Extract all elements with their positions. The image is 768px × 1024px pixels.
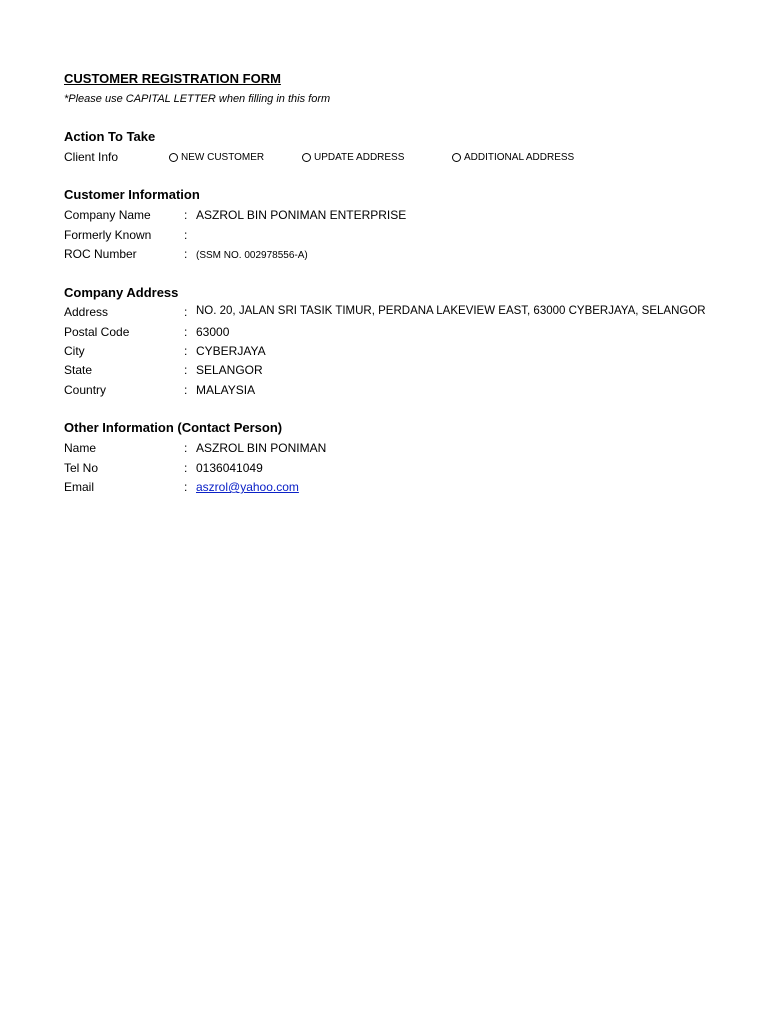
postal-code-label: Postal Code bbox=[64, 325, 130, 339]
contact-name-value: ASZROL BIN PONIMAN bbox=[196, 441, 327, 455]
radio-label: NEW CUSTOMER bbox=[181, 152, 265, 163]
country-value: MALAYSIA bbox=[196, 383, 256, 397]
separator: : bbox=[184, 208, 188, 222]
email-link[interactable]: aszrol@yahoo.com bbox=[196, 480, 299, 494]
tel-value: 0136041049 bbox=[196, 461, 263, 475]
contact-heading: Other Information (Contact Person) bbox=[64, 420, 283, 435]
company-name-value: ASZROL BIN PONIMAN ENTERPRISE bbox=[196, 208, 407, 222]
form-title: CUSTOMER REGISTRATION FORM bbox=[64, 71, 281, 86]
roc-number-label: ROC Number bbox=[64, 247, 137, 261]
separator: : bbox=[184, 325, 188, 339]
formerly-known-label: Formerly Known bbox=[64, 228, 152, 242]
separator: : bbox=[184, 480, 188, 494]
roc-number-value: (SSM NO. 002978556-A) bbox=[196, 250, 308, 261]
state-value: SELANGOR bbox=[196, 363, 263, 377]
separator: : bbox=[184, 363, 188, 377]
company-name-label: Company Name bbox=[64, 208, 151, 222]
city-label: City bbox=[64, 344, 85, 358]
email-label: Email bbox=[64, 480, 95, 494]
radio-additional-address[interactable] bbox=[452, 152, 574, 163]
separator: : bbox=[184, 383, 188, 397]
separator: : bbox=[184, 344, 188, 358]
radio-circle-icon[interactable] bbox=[169, 153, 178, 162]
address-label: Address bbox=[64, 305, 109, 319]
separator: : bbox=[184, 228, 188, 242]
contact-name-label: Name bbox=[64, 441, 97, 455]
separator: : bbox=[184, 305, 188, 319]
state-label: State bbox=[64, 363, 93, 377]
radio-new-customer[interactable] bbox=[169, 152, 264, 163]
radio-circle-icon[interactable] bbox=[452, 153, 461, 162]
radio-update-address[interactable] bbox=[302, 152, 404, 163]
form-note: *Please use CAPITAL LETTER when filling in this form bbox=[64, 93, 331, 105]
separator: : bbox=[184, 441, 188, 455]
radio-label: UPDATE ADDRESS bbox=[314, 152, 405, 163]
customer-info-heading: Customer Information bbox=[64, 187, 200, 202]
country-label: Country bbox=[64, 383, 107, 397]
radio-label: ADDITIONAL ADDRESS bbox=[464, 152, 575, 163]
radio-circle-icon[interactable] bbox=[302, 153, 311, 162]
client-info-label: Client Info bbox=[64, 150, 119, 164]
action-heading: Action To Take bbox=[64, 129, 156, 144]
postal-code-value: 63000 bbox=[196, 325, 230, 339]
city-value: CYBERJAYA bbox=[196, 344, 266, 358]
separator: : bbox=[184, 247, 188, 261]
company-address-heading: Company Address bbox=[64, 285, 179, 300]
address-value: NO. 20, JALAN SRI TASIK TIMUR, PERDANA LAKEVIEW EAST, 63000 CYBERJAYA, SELANGOR bbox=[196, 305, 706, 317]
separator: : bbox=[184, 461, 188, 475]
tel-label: Tel No bbox=[64, 461, 99, 475]
